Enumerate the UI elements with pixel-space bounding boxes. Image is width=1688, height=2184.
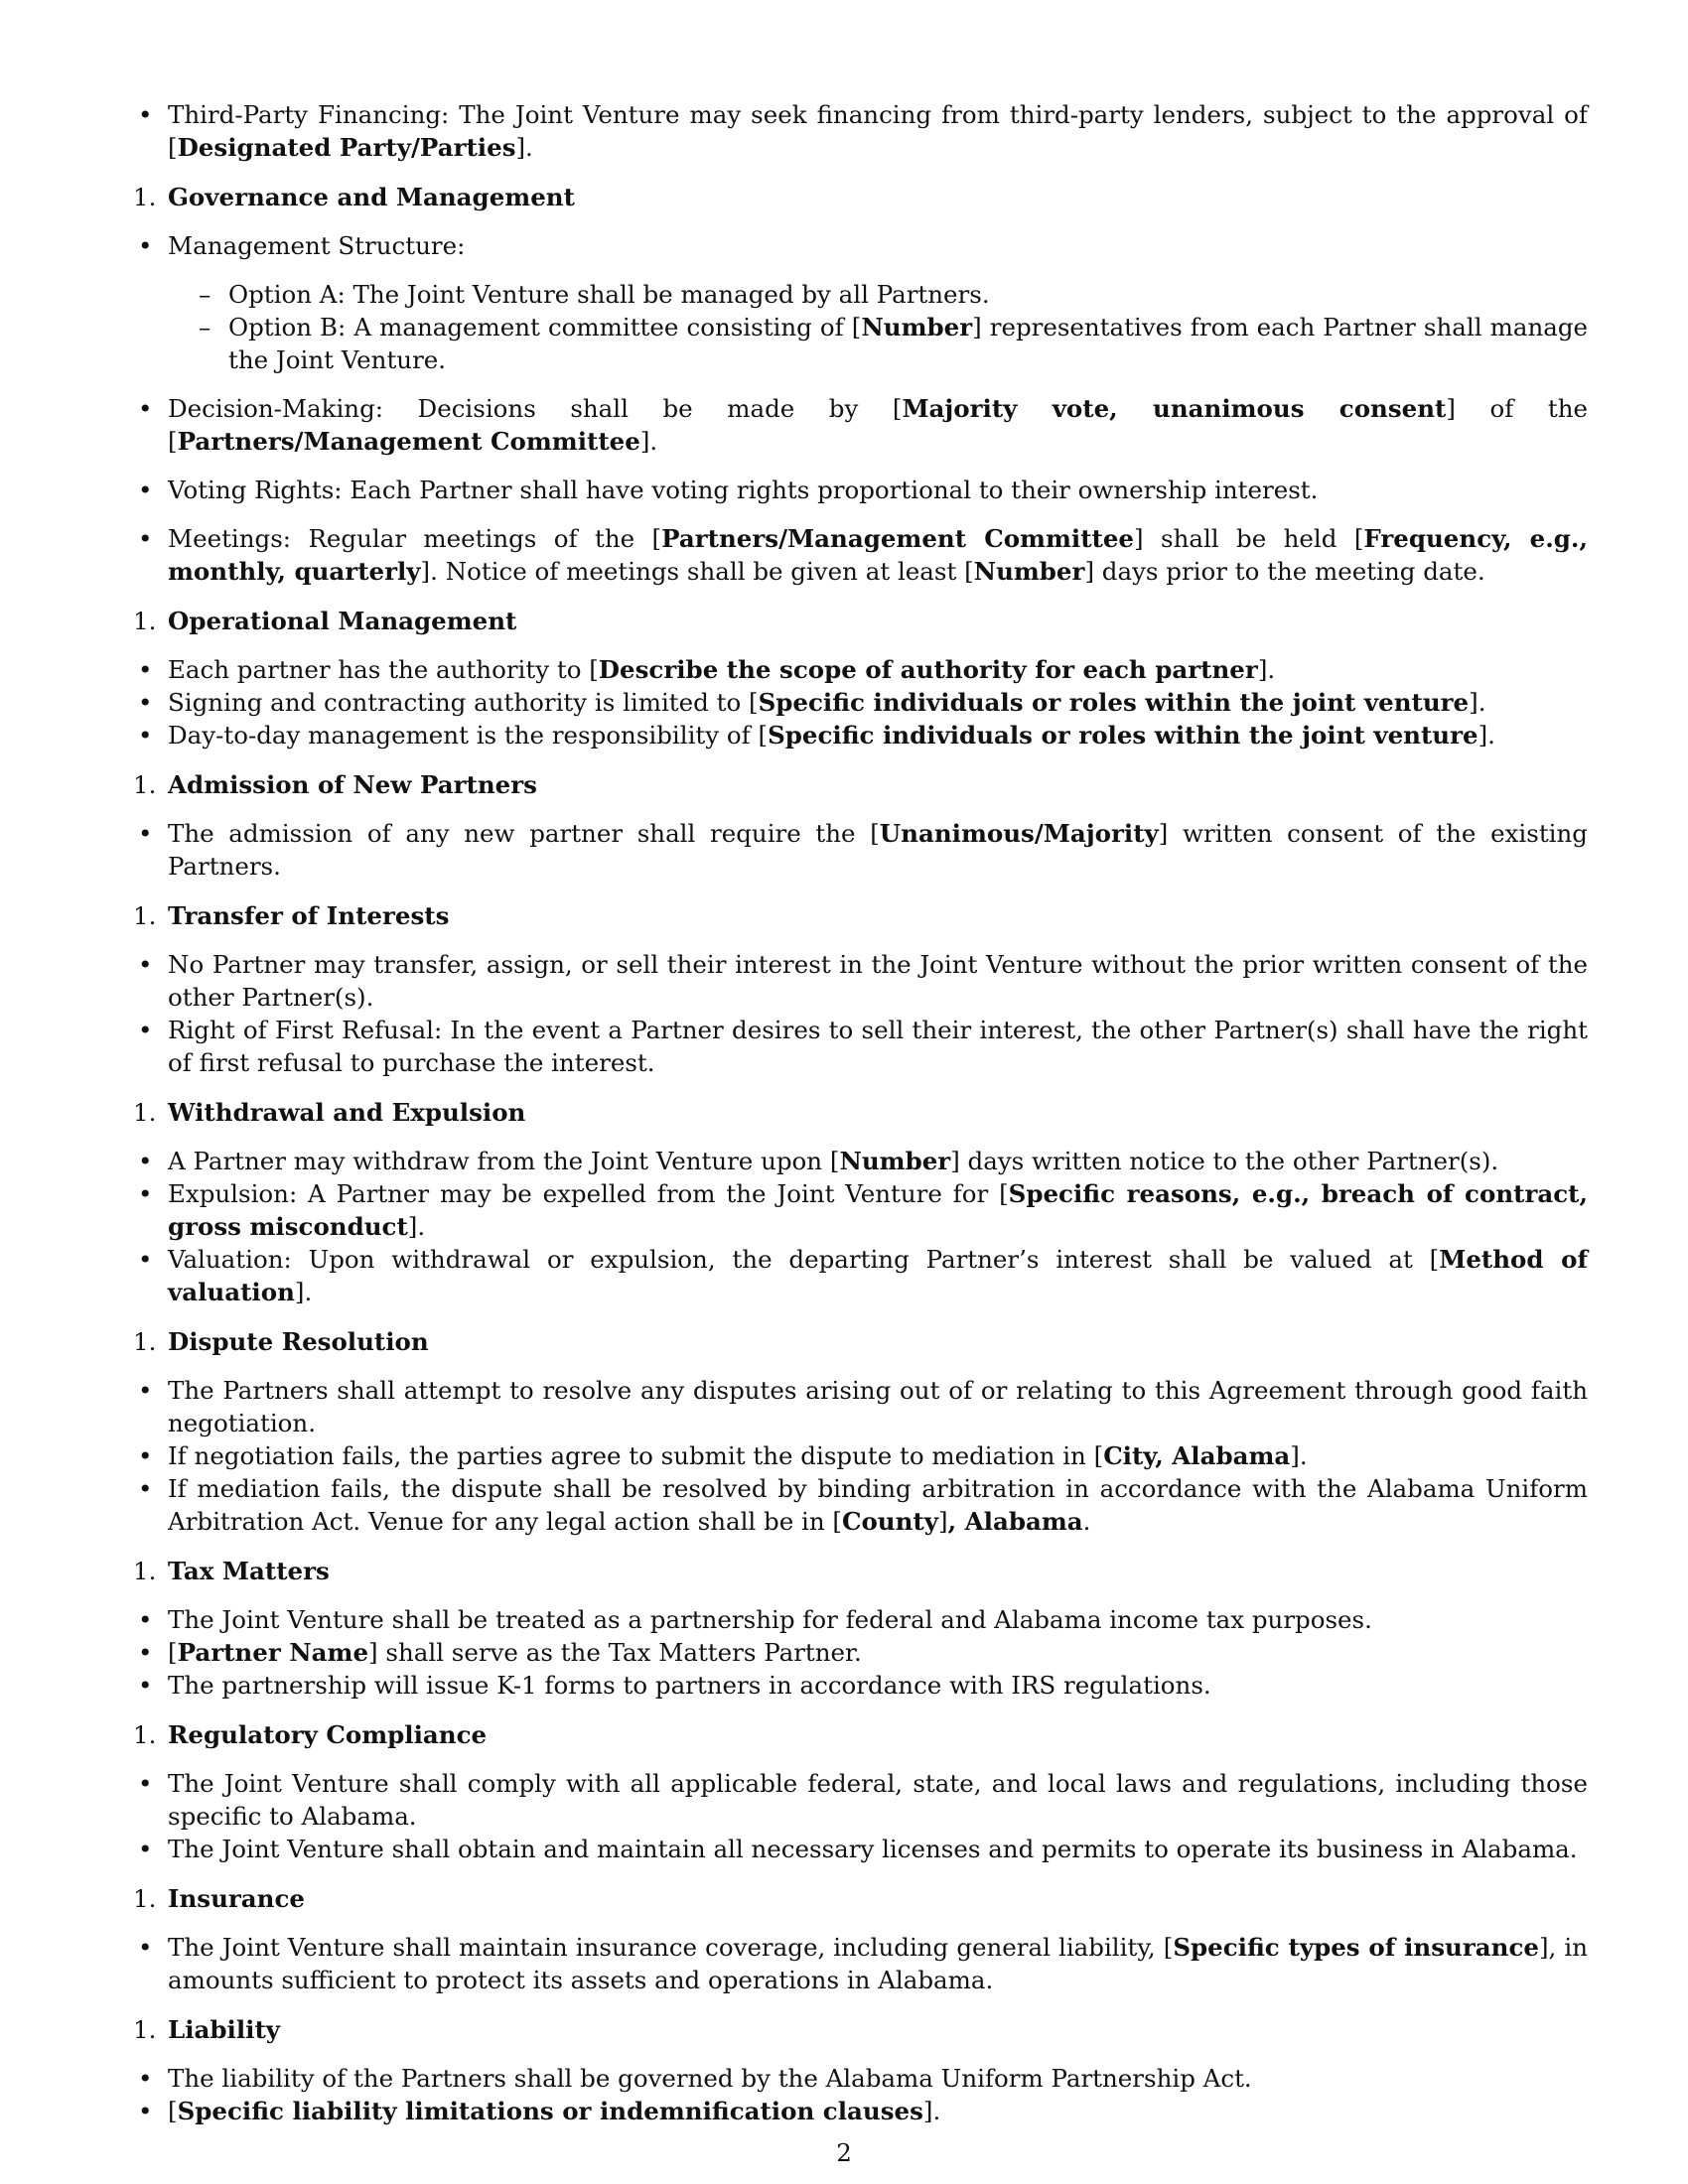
list-item — [138, 1603, 1588, 1636]
list-item — [138, 1767, 1588, 1833]
placeholder-text: Unanimous/Majority — [879, 819, 1159, 848]
list-item — [138, 1833, 1588, 1865]
section-number: 1. — [133, 2015, 157, 2044]
list-item — [138, 2062, 1588, 2095]
body-text: ]. — [922, 2097, 941, 2125]
body-text: Expulsion: A Partner may be expelled from the Joint Venture for [ — [168, 1179, 1009, 1208]
section-heading — [133, 605, 1588, 637]
placeholder-text: Partners/Management Committee — [661, 524, 1135, 553]
placeholder-text: Partner Name — [177, 1638, 369, 1667]
body-text: The Joint Venture shall comply with all applicable federal, state, and local laws and regulations, including those specific to Alabama. — [168, 1769, 1588, 1831]
list-item — [138, 1243, 1588, 1308]
section-heading — [133, 1325, 1588, 1358]
placeholder-text: Method of valuation — [168, 1245, 1588, 1306]
list-item — [138, 948, 1588, 1014]
body-text: If mediation fails, the dispute shall be resolved by binding arbitration in accordance with the Alabama Uniform Arbitration Act. Venue for any legal action shall be in [ — [168, 1474, 1588, 1536]
placeholder-text: Number — [839, 1147, 951, 1175]
section-title: Insurance — [168, 1884, 305, 1913]
placeholder-text: Designated Party/Parties — [177, 133, 516, 162]
body-text: Valuation: Upon withdrawal or expulsion, the departing Partner’s interest shall be valued at [ — [168, 1245, 1440, 1274]
list-item — [138, 392, 1588, 458]
body-text: ]. — [1469, 688, 1486, 717]
placeholder-text: Specific reasons, e.g., breach of contract, gross misconduct — [168, 1179, 1588, 1241]
body-text: ] shall be held [ — [1134, 524, 1364, 553]
placeholder-text: Describe the scope of authority for each partner — [598, 655, 1258, 684]
body-text: A Partner may withdraw from the Joint Venture upon [ — [168, 1147, 840, 1175]
body-text: The Joint Venture shall obtain and maintain all necessary licenses and permits to operate its business in Alabama. — [168, 1835, 1578, 1863]
list-item — [138, 1177, 1588, 1243]
placeholder-text: , Alabama — [947, 1507, 1083, 1536]
section-heading — [133, 1096, 1588, 1129]
page-number: 2 — [836, 2138, 852, 2167]
placeholder-text: Number — [861, 313, 973, 341]
placeholder-text: County — [841, 1507, 938, 1536]
list-item — [138, 1145, 1588, 1177]
body-text: ]. — [1257, 655, 1276, 684]
body-text: The Joint Venture shall maintain insurance coverage, including general liability, [ — [168, 1933, 1174, 1962]
section-number: 1. — [133, 1884, 157, 1913]
body-text: ] days prior to the meeting date. — [1084, 557, 1485, 586]
list-item — [138, 686, 1588, 719]
dash-marker: – — [199, 313, 211, 341]
section-title: Operational Management — [168, 607, 517, 635]
section-heading — [133, 181, 1588, 213]
section-number: 1. — [133, 1327, 157, 1356]
section-title: Liability — [168, 2015, 281, 2044]
sub-list-item — [138, 278, 1588, 311]
body-text: ] shall serve as the Tax Matters Partner. — [368, 1638, 862, 1667]
body-text: Each partner has the authority to [ — [168, 655, 599, 684]
placeholder-text: Specific individuals or roles within the joint venture — [768, 721, 1478, 750]
body-text: ]. — [1477, 721, 1495, 750]
list-item — [138, 474, 1588, 506]
section-number: 1. — [133, 1720, 157, 1749]
body-text: [ — [168, 133, 178, 162]
body-text: The Joint Venture shall be treated as a partnership for federal and Alabama income tax purposes. — [168, 1605, 1372, 1634]
list-item — [138, 1669, 1588, 1702]
placeholder-text: Frequency, e.g., monthly, quarterly — [168, 524, 1588, 586]
section-title: Withdrawal and Expulsion — [168, 1098, 526, 1127]
list-item — [138, 719, 1588, 751]
section-number: 1. — [133, 770, 157, 799]
section-number: 1. — [133, 607, 157, 635]
placeholder-text: Partners/Management Committee — [177, 427, 640, 456]
body-text: ]. — [515, 133, 533, 162]
body-text: ] representatives from each Partner shall manage the Joint Venture. — [228, 313, 1589, 374]
body-text: ] days written notice to the other Partner(s). — [950, 1147, 1499, 1175]
body-text: The Partners shall attempt to resolve any disputes arising out of or relating to this Agreement through good faith negotiation. — [168, 1376, 1588, 1437]
body-text: Voting Rights: Each Partner shall have voting rights proportional to their ownership interest. — [168, 476, 1319, 504]
section-number: 1. — [133, 901, 157, 930]
body-text: ]. — [407, 1212, 426, 1241]
body-text: The liability of the Partners shall be governed by the Alabama Uniform Partnership Act. — [168, 2064, 1252, 2093]
body-text: Third-Party Financing: The Joint Venture may seek financing from third-party lenders, subject to the approval of — [168, 100, 1588, 129]
body-text: ]. — [639, 427, 658, 456]
section-heading — [133, 899, 1588, 932]
body-text: No Partner may transfer, assign, or sell their interest in the Joint Venture without the prior written consent of the other Partner(s). — [168, 950, 1588, 1012]
list-item — [138, 1014, 1588, 1079]
section-heading — [133, 768, 1588, 801]
section-title: Dispute Resolution — [168, 1327, 429, 1356]
section-title: Regulatory Compliance — [168, 1720, 488, 1749]
list-item — [138, 1374, 1588, 1439]
placeholder-text: Specific individuals or roles within the joint venture — [758, 688, 1470, 717]
body-text: Management Structure: — [168, 231, 466, 260]
document-body — [133, 98, 1589, 2127]
body-text: Day-to-day management is the responsibility of [ — [168, 721, 769, 750]
list-item — [138, 229, 1588, 262]
list-item — [138, 653, 1588, 686]
body-text: [ — [168, 1638, 178, 1667]
body-text: Right of First Refusal: In the event a Partner desires to sell their interest, the other Partner(s) shall have the right of first refusal to purchase the interest. — [168, 1016, 1588, 1077]
section-title: Governance and Management — [168, 183, 575, 211]
body-text: Option A: The Joint Venture shall be managed by all Partners. — [228, 280, 990, 309]
section-title: Admission of New Partners — [168, 770, 537, 799]
placeholder-text: Majority vote, unanimous consent — [902, 394, 1447, 423]
body-text: ] of the [ — [168, 394, 1588, 456]
body-text: ]. — [294, 1278, 313, 1306]
list-item — [138, 1931, 1588, 1996]
body-text: The partnership will issue K-1 forms to partners in accordance with IRS regulations. — [168, 1671, 1211, 1700]
section-number: 1. — [133, 1557, 157, 1585]
body-text: Decision-Making: Decisions shall be made by [ — [168, 394, 903, 423]
body-text: ]. Notice of meetings shall be given at least [ — [420, 557, 974, 586]
section-heading — [133, 1882, 1588, 1915]
body-text: The admission of any new partner shall require the [ — [168, 819, 880, 848]
list-item — [138, 817, 1588, 883]
placeholder-text: Specific liability limitations or indemnification clauses — [177, 2097, 923, 2125]
section-title: Transfer of Interests — [168, 901, 450, 930]
dash-marker: – — [199, 280, 211, 309]
body-text: . — [1082, 1507, 1091, 1536]
section-heading — [133, 2013, 1588, 2046]
section-heading — [133, 1555, 1588, 1587]
list-item — [138, 1636, 1588, 1669]
list-item — [138, 1472, 1588, 1538]
body-text: ] written consent of the existing Partners. — [168, 819, 1588, 881]
body-text: ] — [938, 1507, 948, 1536]
section-title: Tax Matters — [168, 1557, 330, 1585]
list-item — [138, 1439, 1588, 1472]
body-text: [ — [168, 2097, 178, 2125]
body-text: ]. — [1290, 1441, 1308, 1470]
placeholder-text: Specific types of insurance — [1173, 1933, 1539, 1962]
body-text: ], in amounts sufficient to protect its assets and operations in Alabama. — [168, 1933, 1588, 1994]
list-item — [138, 2095, 1588, 2127]
body-text: Meetings: Regular meetings of the [ — [168, 524, 662, 553]
body-text: Option B: A management committee consisting of [ — [228, 313, 862, 341]
section-number: 1. — [133, 183, 157, 211]
body-text: If negotiation fails, the parties agree to submit the dispute to mediation in [ — [168, 1441, 1104, 1470]
list-item — [138, 98, 1588, 164]
placeholder-text: Number — [973, 557, 1085, 586]
section-heading — [133, 1718, 1588, 1751]
placeholder-text: City, Alabama — [1103, 1441, 1291, 1470]
section-number: 1. — [133, 1098, 157, 1127]
sub-list-item — [138, 311, 1588, 376]
body-text: Signing and contracting authority is limited to [ — [168, 688, 759, 717]
list-item — [138, 522, 1588, 588]
